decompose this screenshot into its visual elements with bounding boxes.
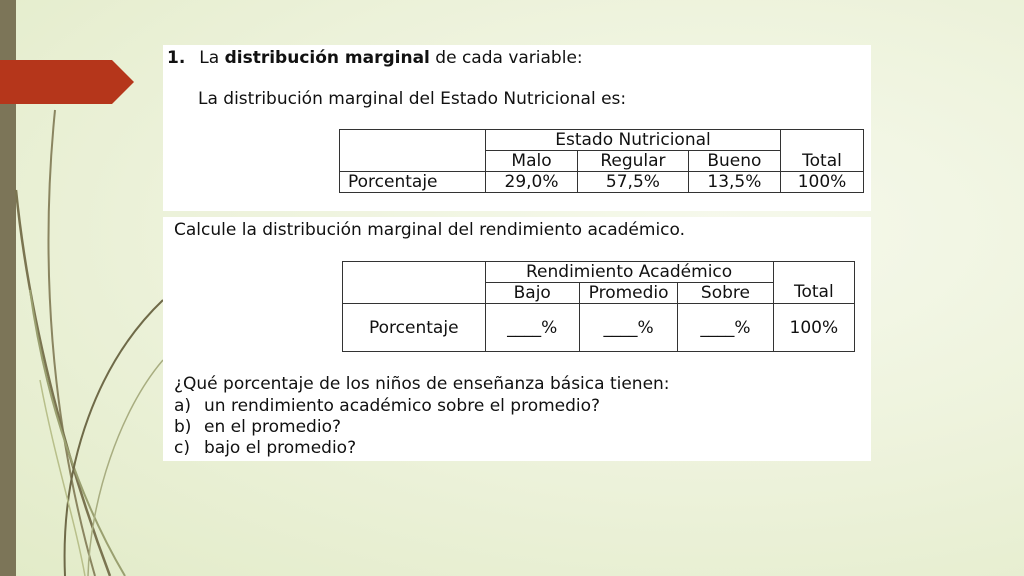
question-label: a)	[174, 396, 192, 416]
row-label: Porcentaje	[340, 172, 486, 193]
group-header: Rendimiento Académico	[485, 262, 773, 283]
nutritional-sentence: La distribución marginal del Estado Nutricional es:	[198, 89, 627, 109]
question-item	[174, 438, 356, 458]
nutritional-table	[339, 129, 864, 193]
column-header: Sobre	[678, 283, 773, 304]
blank-input-cell: ____%	[485, 304, 579, 352]
column-header: Bueno	[688, 151, 780, 172]
heading-bold-text: distribución marginal	[224, 48, 430, 68]
heading-text-1: La	[199, 48, 225, 68]
row-label: Porcentaje	[343, 304, 486, 352]
question-label: b)	[174, 417, 192, 437]
question-label: c)	[174, 438, 190, 458]
heading-text-2: de cada variable:	[429, 48, 583, 68]
empty-corner-cell	[340, 130, 486, 172]
column-header: Malo	[486, 151, 578, 172]
total-header: Total	[773, 262, 854, 304]
column-header: Bajo	[485, 283, 579, 304]
academic-table	[342, 261, 855, 352]
total-cell: 100%	[773, 304, 854, 352]
question-text: un rendimiento académico sobre el promedio?	[204, 396, 601, 416]
column-header: Promedio	[579, 283, 677, 304]
nutritional-panel	[163, 45, 871, 211]
question-intro: ¿Qué porcentaje de los niños de enseñanza básica tienen:	[174, 374, 670, 394]
blank-input-cell: ____%	[579, 304, 677, 352]
question-text: en el promedio?	[204, 417, 341, 437]
item-number: 1.	[167, 48, 186, 68]
question-text: bajo el promedio?	[204, 438, 357, 458]
group-header: Estado Nutricional	[486, 130, 781, 151]
column-header: Regular	[578, 151, 689, 172]
table-cell: 29,0%	[486, 172, 578, 193]
question-item	[174, 417, 341, 437]
red-arrow-shape	[0, 60, 134, 104]
question-item	[174, 396, 600, 416]
academic-panel	[163, 217, 871, 461]
total-cell: 100%	[781, 172, 864, 193]
exercise-instruction: Calcule la distribución marginal del rendimiento académico.	[174, 220, 686, 240]
table-cell: 57,5%	[578, 172, 689, 193]
section-heading	[167, 48, 583, 68]
empty-corner-cell	[343, 262, 486, 304]
blank-input-cell: ____%	[678, 304, 773, 352]
table-cell: 13,5%	[688, 172, 780, 193]
total-header: Total	[781, 130, 864, 172]
